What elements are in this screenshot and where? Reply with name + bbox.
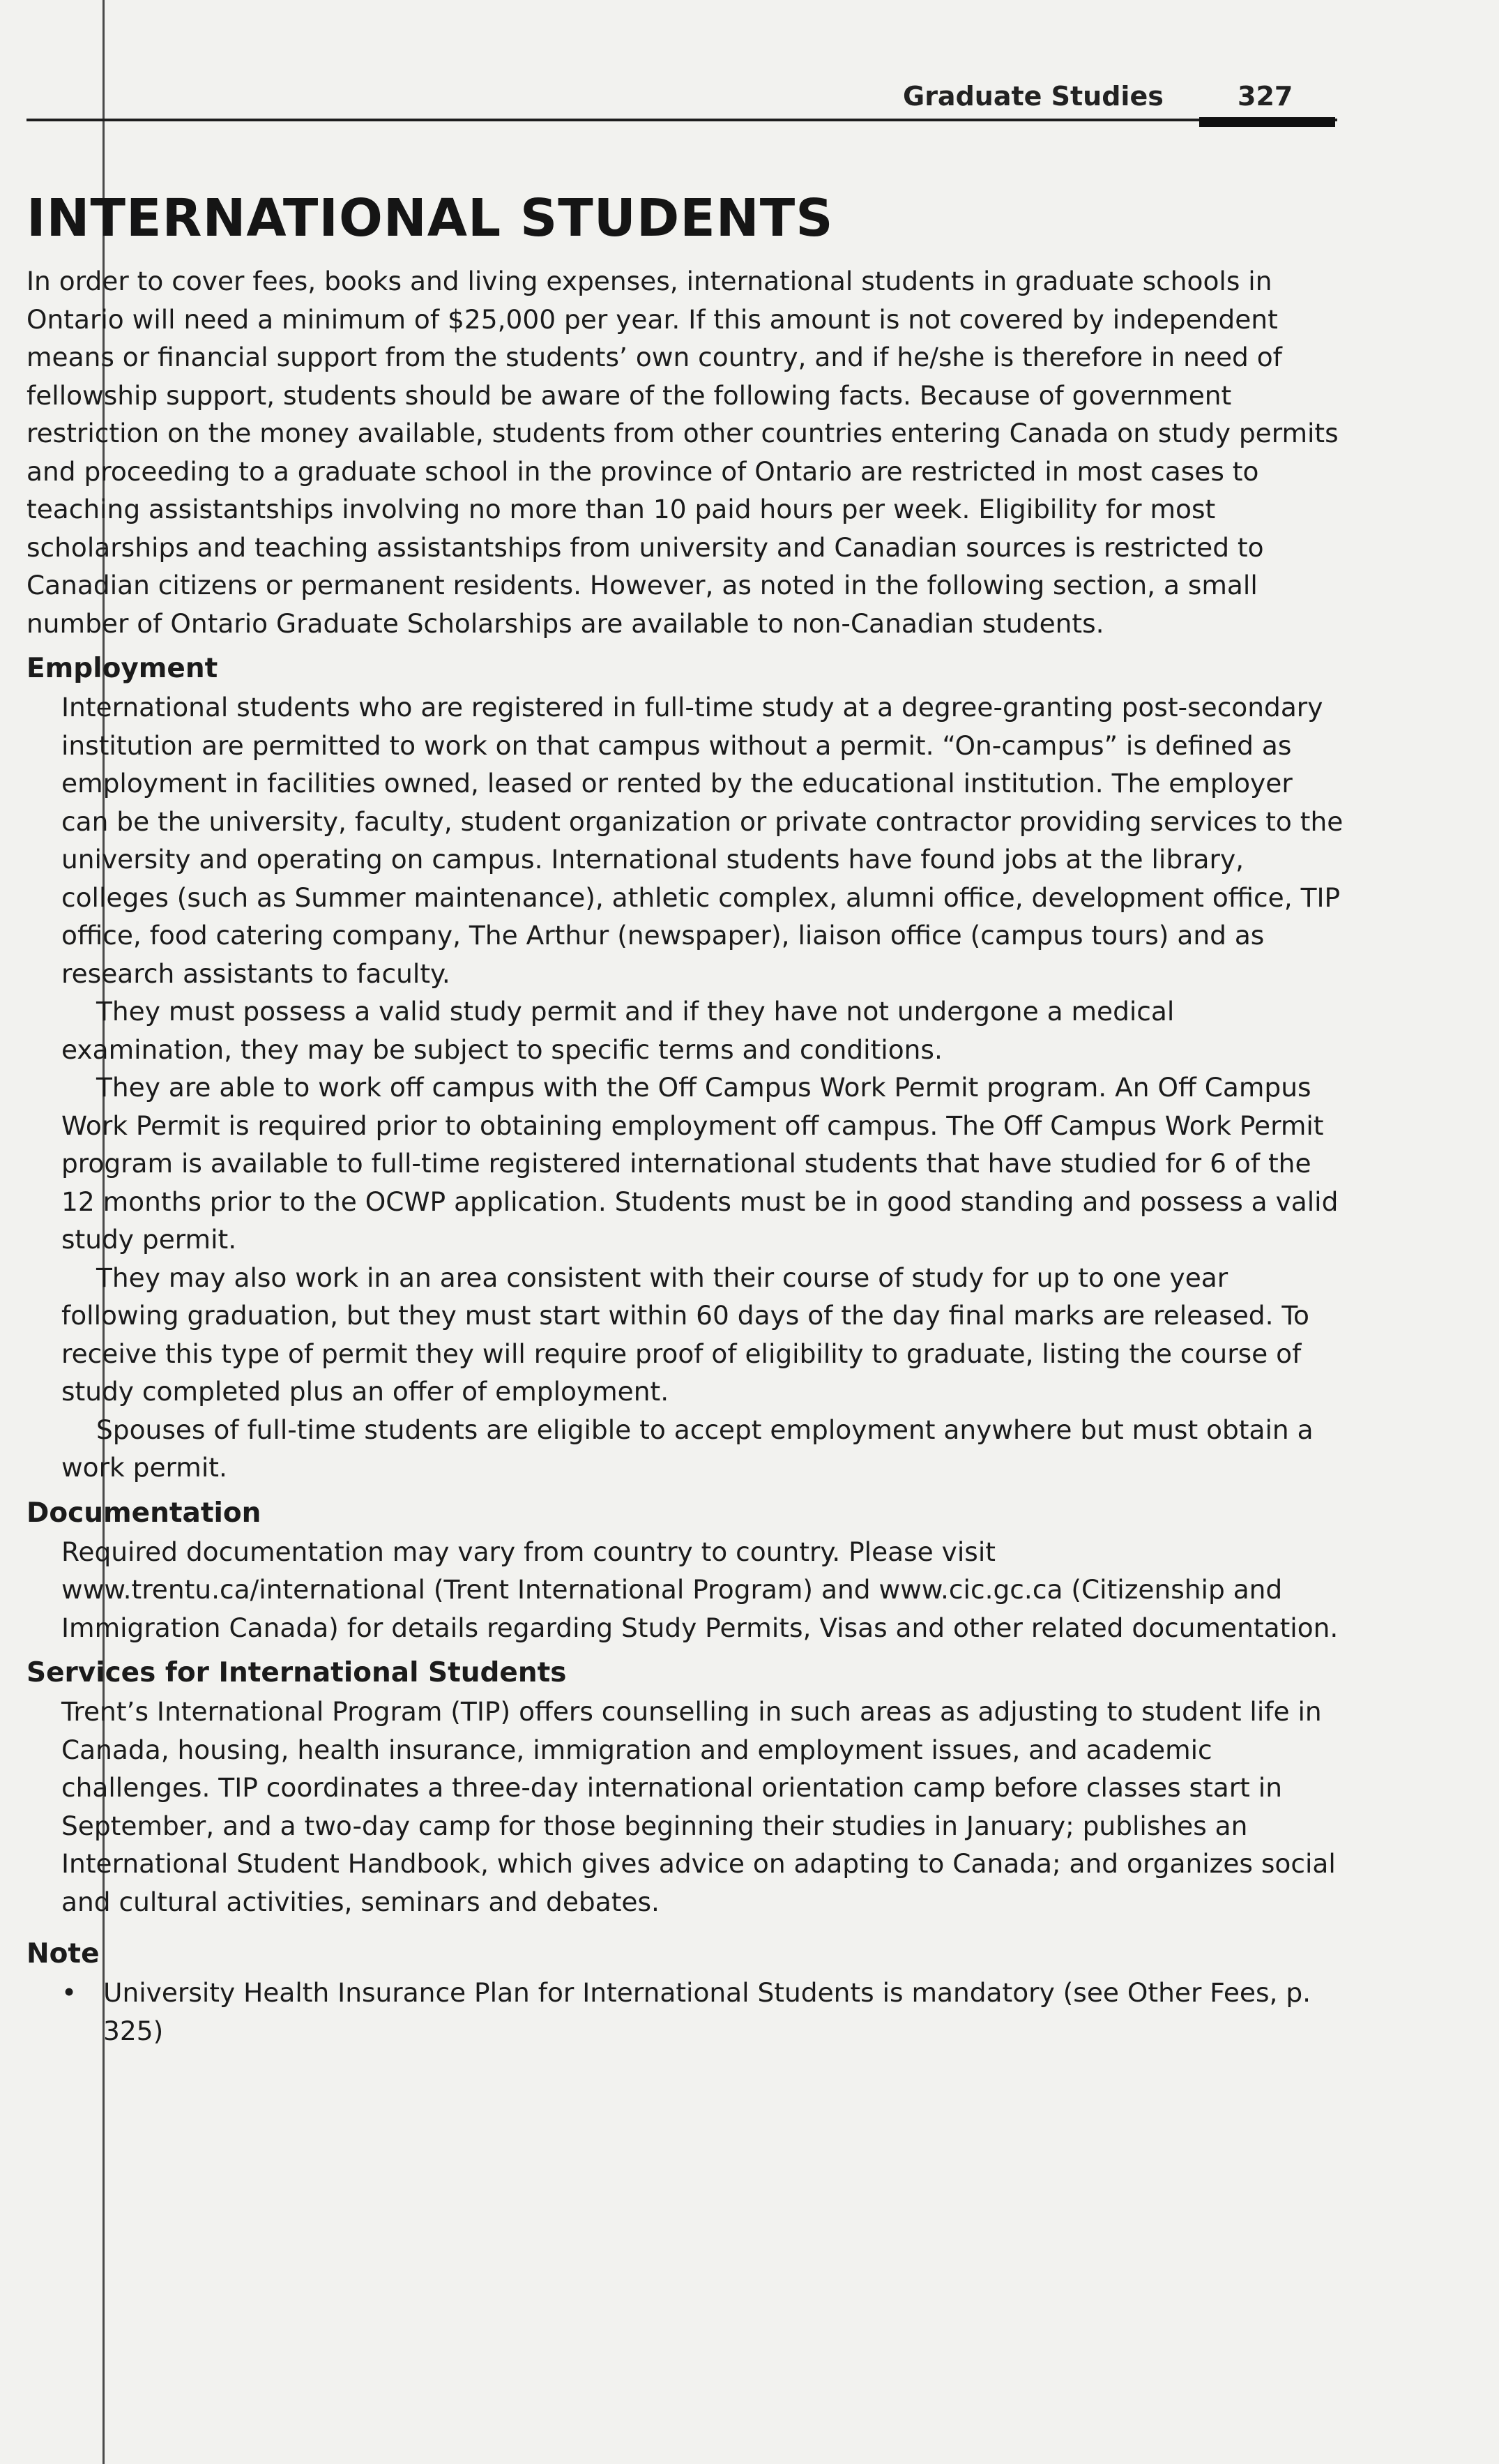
- note-section: [26, 1935, 1344, 2050]
- employment-paragraph: They may also work in an area consistent with their course of study for up to one year following graduation, but they must start within 60 days of the day final marks are released. To receive this type of permit they will require proof of eligibility to graduate, listing the course of study completed plus an offer of employment.: [61, 1262, 1309, 1407]
- header-rule: [26, 119, 1337, 121]
- note-item-text: University Health Insurance Plan for International Students is mandatory (see Other Fees, p. 325): [103, 1977, 1311, 2046]
- employment-paragraph: Spouses of full-time students are eligible to accept employment anywhere but must obtain a work permit.: [61, 1414, 1314, 1483]
- main-content: [26, 187, 1344, 2050]
- intro-paragraph: In order to cover fees, books and living expenses, international students in graduate schools in Ontario will need a minimum of $25,000 per year. If this amount is not covered by independent means or financial support from the students’ own country, and if he/she is therefore in need of fellowship support, students should be aware of the following facts. Because of government restriction on the money available, students from other countries entering Canada on study permits and proceeding to a graduate school in the province of Ontario are restricted in most cases to teaching assistantships involving no more than 10 paid hours per week. Eligibility for most scholarships and teaching assistantships from university and Canadian sources is restricted to Canadian citizens or permanent residents. However, as noted in the following section, a small number of Ontario Graduate Scholarships are available to non-Canadian students.: [26, 266, 1339, 639]
- note-list-item: [61, 1974, 1344, 2050]
- running-header: [903, 81, 1335, 120]
- employment-paragraph: International students who are registered in full-time study at a degree-granting post-secondary institution are permitted to work on that campus without a permit. “On-campus” is defined as employment in facilities owned, leased or rented by the educational institution. The employer can be the university, faculty, student organization or private contractor providing services to the university and operating on campus. International students have found jobs at the library, colleges (such as Summer maintenance), athletic complex, alumni office, development office, TIP office, food catering company, The Arthur (newspaper), liaison office (campus tours) and as research assistants to faculty.: [61, 692, 1344, 989]
- documentation-heading: Documentation: [26, 1497, 261, 1529]
- services-paragraph: Trent’s International Program (TIP) offers counselling in such areas as adjusting to student life in Canada, housing, health insurance, immigration and employment issues, and academic challenges. TIP coordinates a three-day international orientation camp before classes start in September, and a two-day camp for those beginning their studies in January; publishes an International Student Handbook, which gives advice on adapting to Canada; and organizes social and cultural activities, seminars and debates.: [61, 1696, 1336, 1917]
- services-heading: Services for International Students: [26, 1657, 567, 1688]
- header-page-number: 327: [1238, 81, 1293, 112]
- employment-paragraph: They must possess a valid study permit and if they have not undergone a medical examination, they may be subject to specific terms and conditions.: [61, 996, 1175, 1065]
- employment-section: [26, 688, 1344, 1487]
- note-list: [26, 1974, 1344, 2050]
- note-heading: Note: [26, 1938, 100, 1970]
- services-section: [26, 1693, 1344, 1921]
- employment-heading: Employment: [26, 653, 218, 684]
- bullet-icon: •: [61, 1977, 77, 2008]
- page-title: INTERNATIONAL STUDENTS: [26, 188, 834, 248]
- documentation-paragraph: Required documentation may vary from country to country. Please visit www.trentu.ca/international (Trent International Program) and www.cic.gc.ca (Citizenship and Immigration Canada) for details regarding Study Permits, Visas and other related documentation.: [61, 1536, 1339, 1643]
- header-section-title: Graduate Studies: [903, 81, 1164, 112]
- employment-paragraph: They are able to work off campus with the Off Campus Work Permit program. An Off Campus Work Permit is required prior to obtaining employment off campus. The Off Campus Work Permit program is available to full-time registered international students that have studied for 6 of the 12 months prior to the OCWP application. Students must be in good standing and possess a valid study permit.: [61, 1072, 1339, 1255]
- header-rule-accent: [1199, 117, 1335, 127]
- documentation-section: [26, 1533, 1344, 1647]
